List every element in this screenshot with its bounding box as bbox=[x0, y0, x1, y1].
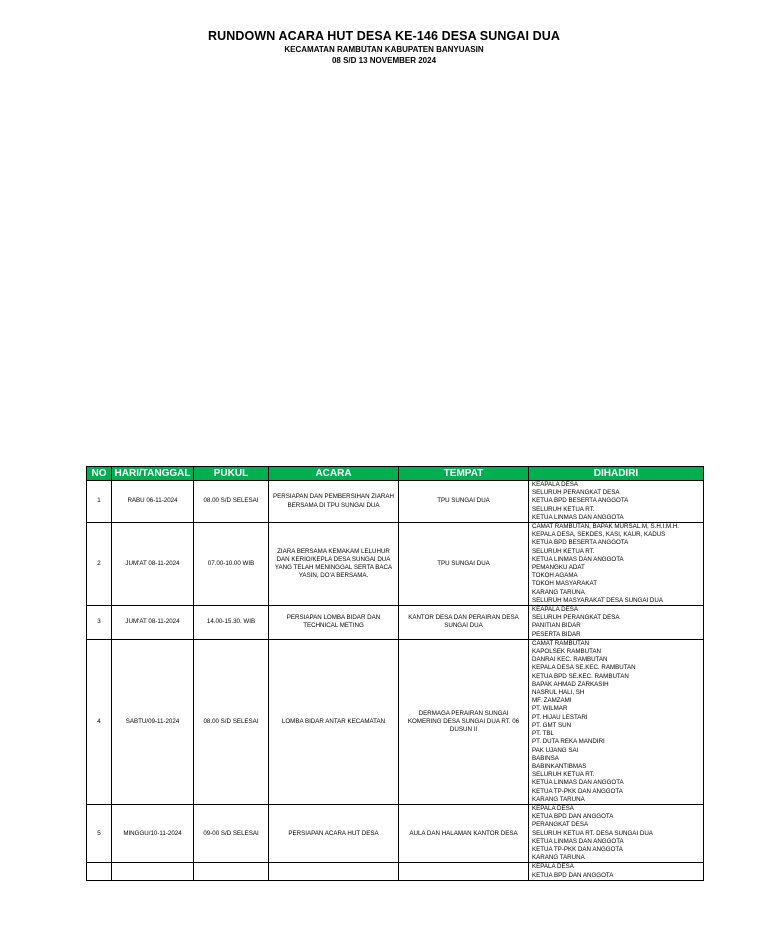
attendee-item: KETUA TP-PKK DAN ANGGOTA bbox=[532, 845, 623, 853]
attendee-item: KEPALA DESA, SEKDES, KASI, KAUR, KADUS bbox=[532, 531, 666, 539]
attendee-item: KETUA TP-PKK DAN ANGGOTA bbox=[532, 787, 623, 795]
attendee-item: KEAPALA DESA bbox=[532, 481, 578, 488]
cell-dihadiri bbox=[529, 606, 704, 640]
cell-no: 4 bbox=[87, 639, 112, 804]
table-row bbox=[87, 606, 704, 640]
col-header-pukul: PUKUL bbox=[194, 467, 269, 481]
attendee-item: PT. HIJAU LESTARI bbox=[532, 713, 588, 721]
cell-acara: PERSIAPAN ACARA HUT DESA bbox=[269, 804, 399, 862]
col-header-hari-tanggal: HARI/TANGGAL bbox=[112, 467, 194, 481]
cell-pukul: 14.00-15.30. WIB bbox=[194, 606, 269, 640]
attendee-item: SELURUH PERANGKAT DESA bbox=[532, 489, 620, 497]
attendee-item: KARANG TARUNA bbox=[532, 854, 585, 862]
attendee-item: KETUA LINMAS DAN ANGGOTA bbox=[532, 513, 624, 521]
cell-no: 2 bbox=[87, 523, 112, 606]
attendee-item: PANITIAN BIDAR bbox=[532, 622, 581, 630]
attendee-item: DANRAI KEC. RAMBUTAN bbox=[532, 656, 608, 664]
cell-no: 1 bbox=[87, 481, 112, 523]
attendee-item: KETUA BPD BESERTA ANGGOTA bbox=[532, 539, 629, 547]
cell-pukul: 07.00-10.00 WIB bbox=[194, 523, 269, 606]
cell-pukul: 09-00 S/D SELESAI bbox=[194, 804, 269, 862]
cell-dihadiri bbox=[529, 481, 704, 523]
document-subtitle-location: KECAMATAN RAMBUTAN KABUPATEN BANYUASIN bbox=[284, 45, 484, 54]
attendee-item: BABINSA bbox=[532, 754, 559, 762]
cell-acara: PERSIAPAN LOMBA BIDAR DAN TECHNICAL METING bbox=[269, 606, 399, 640]
cell-no bbox=[87, 863, 112, 880]
table-row bbox=[87, 639, 704, 804]
cell-pukul: 08.00 S/D SELESAI bbox=[194, 481, 269, 523]
attendee-item: SELURUH KETUA RT. bbox=[532, 547, 595, 555]
cell-acara bbox=[269, 863, 399, 880]
cell-no: 3 bbox=[87, 606, 112, 640]
cell-tempat: DERMAGA PERAIRAN SUNGAI KOMERING DESA SUNGAI DUA RT. 06 DUSUN II bbox=[399, 639, 529, 804]
attendee-item: KARANG TARUNA bbox=[532, 795, 585, 803]
attendee-item: SELURUH KETUA RT. bbox=[532, 505, 595, 513]
attendee-item: KETUA LINMAS DAN ANGGOTA bbox=[532, 555, 624, 563]
cell-acara: PERSIAPAN DAN PEMBERSIHAN ZIARAH BERSAMA DI TPU SUNGAI DUA bbox=[269, 481, 399, 523]
attendee-item: KEPALA DESA bbox=[532, 863, 574, 871]
attendee-item: KAPOLSEK RAMBUTAN bbox=[532, 648, 601, 656]
attendee-item: SELURUH PERANGKAT DESA bbox=[532, 614, 620, 622]
cell-hari-tanggal: RABU 06-11-2024 bbox=[112, 481, 194, 523]
attendee-item: PERANGKAT DESA bbox=[532, 821, 589, 829]
attendee-item: KEPALA DESA bbox=[532, 804, 574, 812]
cell-hari-tanggal: JUM'AT 08-11-2024 bbox=[112, 606, 194, 640]
col-header-acara: ACARA bbox=[269, 467, 399, 481]
cell-dihadiri bbox=[529, 639, 704, 804]
cell-tempat: KANTOR DESA DAN PERAIRAN DESA SUNGAI DUA bbox=[399, 606, 529, 640]
cell-tempat: TPU SUNGAI DUA bbox=[399, 481, 529, 523]
cell-dihadiri bbox=[529, 804, 704, 862]
rundown-table bbox=[86, 466, 704, 881]
attendee-item: PAK UJANG SAI bbox=[532, 746, 579, 754]
attendee-item: KETUA BPD DAN ANGGOTA bbox=[532, 813, 614, 821]
attendee-item: KEAPALA DESA bbox=[532, 606, 578, 614]
table-body bbox=[87, 481, 704, 881]
document-title: RUNDOWN ACARA HUT DESA KE-146 DESA SUNGAI DUA bbox=[208, 29, 560, 43]
attendee-item: KETUA BPD SE.KEC. RAMBUTAN bbox=[532, 672, 629, 680]
attendee-item: BABINKANTIBMAS bbox=[532, 762, 587, 770]
cell-tempat: TPU SUNGAI DUA bbox=[399, 523, 529, 606]
cell-hari-tanggal bbox=[112, 863, 194, 880]
cell-pukul bbox=[194, 863, 269, 880]
cell-hari-tanggal: SABTU/09-11-2024 bbox=[112, 639, 194, 804]
cell-acara: ZIARA BERSAMA KEMAKAM LELUHUR DAN KERIO/KEPLA DESA SUNGAI DUA YANG TELAH MENINGGAL SERTA BACA YASIN, DO'A BERSAMA. bbox=[269, 523, 399, 606]
col-header-dihadiri: DIHADIRI bbox=[529, 467, 704, 481]
attendee-item: TOKOH AGAMA bbox=[532, 572, 578, 580]
attendee-item: KETUA LINMAS DAN ANGGOTA bbox=[532, 837, 624, 845]
col-header-tempat: TEMPAT bbox=[399, 467, 529, 481]
table-header-row bbox=[87, 467, 704, 481]
col-header-no: NO bbox=[87, 467, 112, 481]
attendee-item: KARANG TARUNA bbox=[532, 588, 585, 596]
attendee-item: PT. GMT SUN bbox=[532, 721, 572, 729]
attendee-item: PT. WILMAR bbox=[532, 705, 568, 713]
attendee-item: TOKOH MASYARAKAT bbox=[532, 580, 597, 588]
attendee-item: MF. ZAMZAMI bbox=[532, 697, 572, 705]
attendee-item: PEMANGKU ADAT bbox=[532, 564, 585, 572]
attendee-item: KETUA LINMAS DAN ANGGOTA bbox=[532, 779, 624, 787]
table-row bbox=[87, 804, 704, 862]
cell-tempat: AULA DAN HALAMAN KANTOR DESA bbox=[399, 804, 529, 862]
table-row bbox=[87, 523, 704, 606]
attendee-item: NASRUL HALI, SH bbox=[532, 689, 585, 697]
cell-pukul: 08.00 S/D SELESAI bbox=[194, 639, 269, 804]
table-row bbox=[87, 481, 704, 523]
attendee-item: CAMAT RAMBUTAN, BAPAK MURSAL.M, S.H.I.M.H. bbox=[532, 523, 680, 531]
cell-no: 5 bbox=[87, 804, 112, 862]
cell-hari-tanggal: MINGGU/10-11-2024 bbox=[112, 804, 194, 862]
attendee-item: KETUA BPD BESERTA ANGGOTA bbox=[532, 497, 629, 505]
attendee-item: SELURUH KETUA RT. DESA SUNGAI DUA bbox=[532, 829, 653, 837]
cell-hari-tanggal: JUM'AT 08-11-2024 bbox=[112, 523, 194, 606]
cell-dihadiri bbox=[529, 863, 704, 880]
attendee-item: KEPALA DESA SE.KEC. RAMBUTAN bbox=[532, 664, 636, 672]
attendee-item: SELURUH KETUA RT. bbox=[532, 771, 595, 779]
attendee-item: PT. TBL bbox=[532, 730, 554, 738]
attendee-item: PT. DUTA REKA MANDIRI bbox=[532, 738, 605, 746]
attendee-item: BAPAK AHMAD ZARKASIH bbox=[532, 680, 609, 688]
attendee-item: SELURUH MASYARAKAT DESA SUNGAI DUA bbox=[532, 596, 663, 604]
document-subtitle-date: 08 S/D 13 NOVEMBER 2024 bbox=[331, 56, 437, 65]
attendee-item: CAMAT RAMBUTAN bbox=[532, 639, 590, 647]
cell-dihadiri bbox=[529, 523, 704, 606]
attendee-item: PESERTA BIDAR bbox=[532, 630, 581, 638]
cell-acara: LOMBA BIDAR ANTAR KECAMATAN bbox=[269, 639, 399, 804]
attendee-item: KETUA BPD DAN ANGGOTA bbox=[532, 871, 614, 879]
cell-tempat bbox=[399, 863, 529, 880]
table-row bbox=[87, 863, 704, 880]
